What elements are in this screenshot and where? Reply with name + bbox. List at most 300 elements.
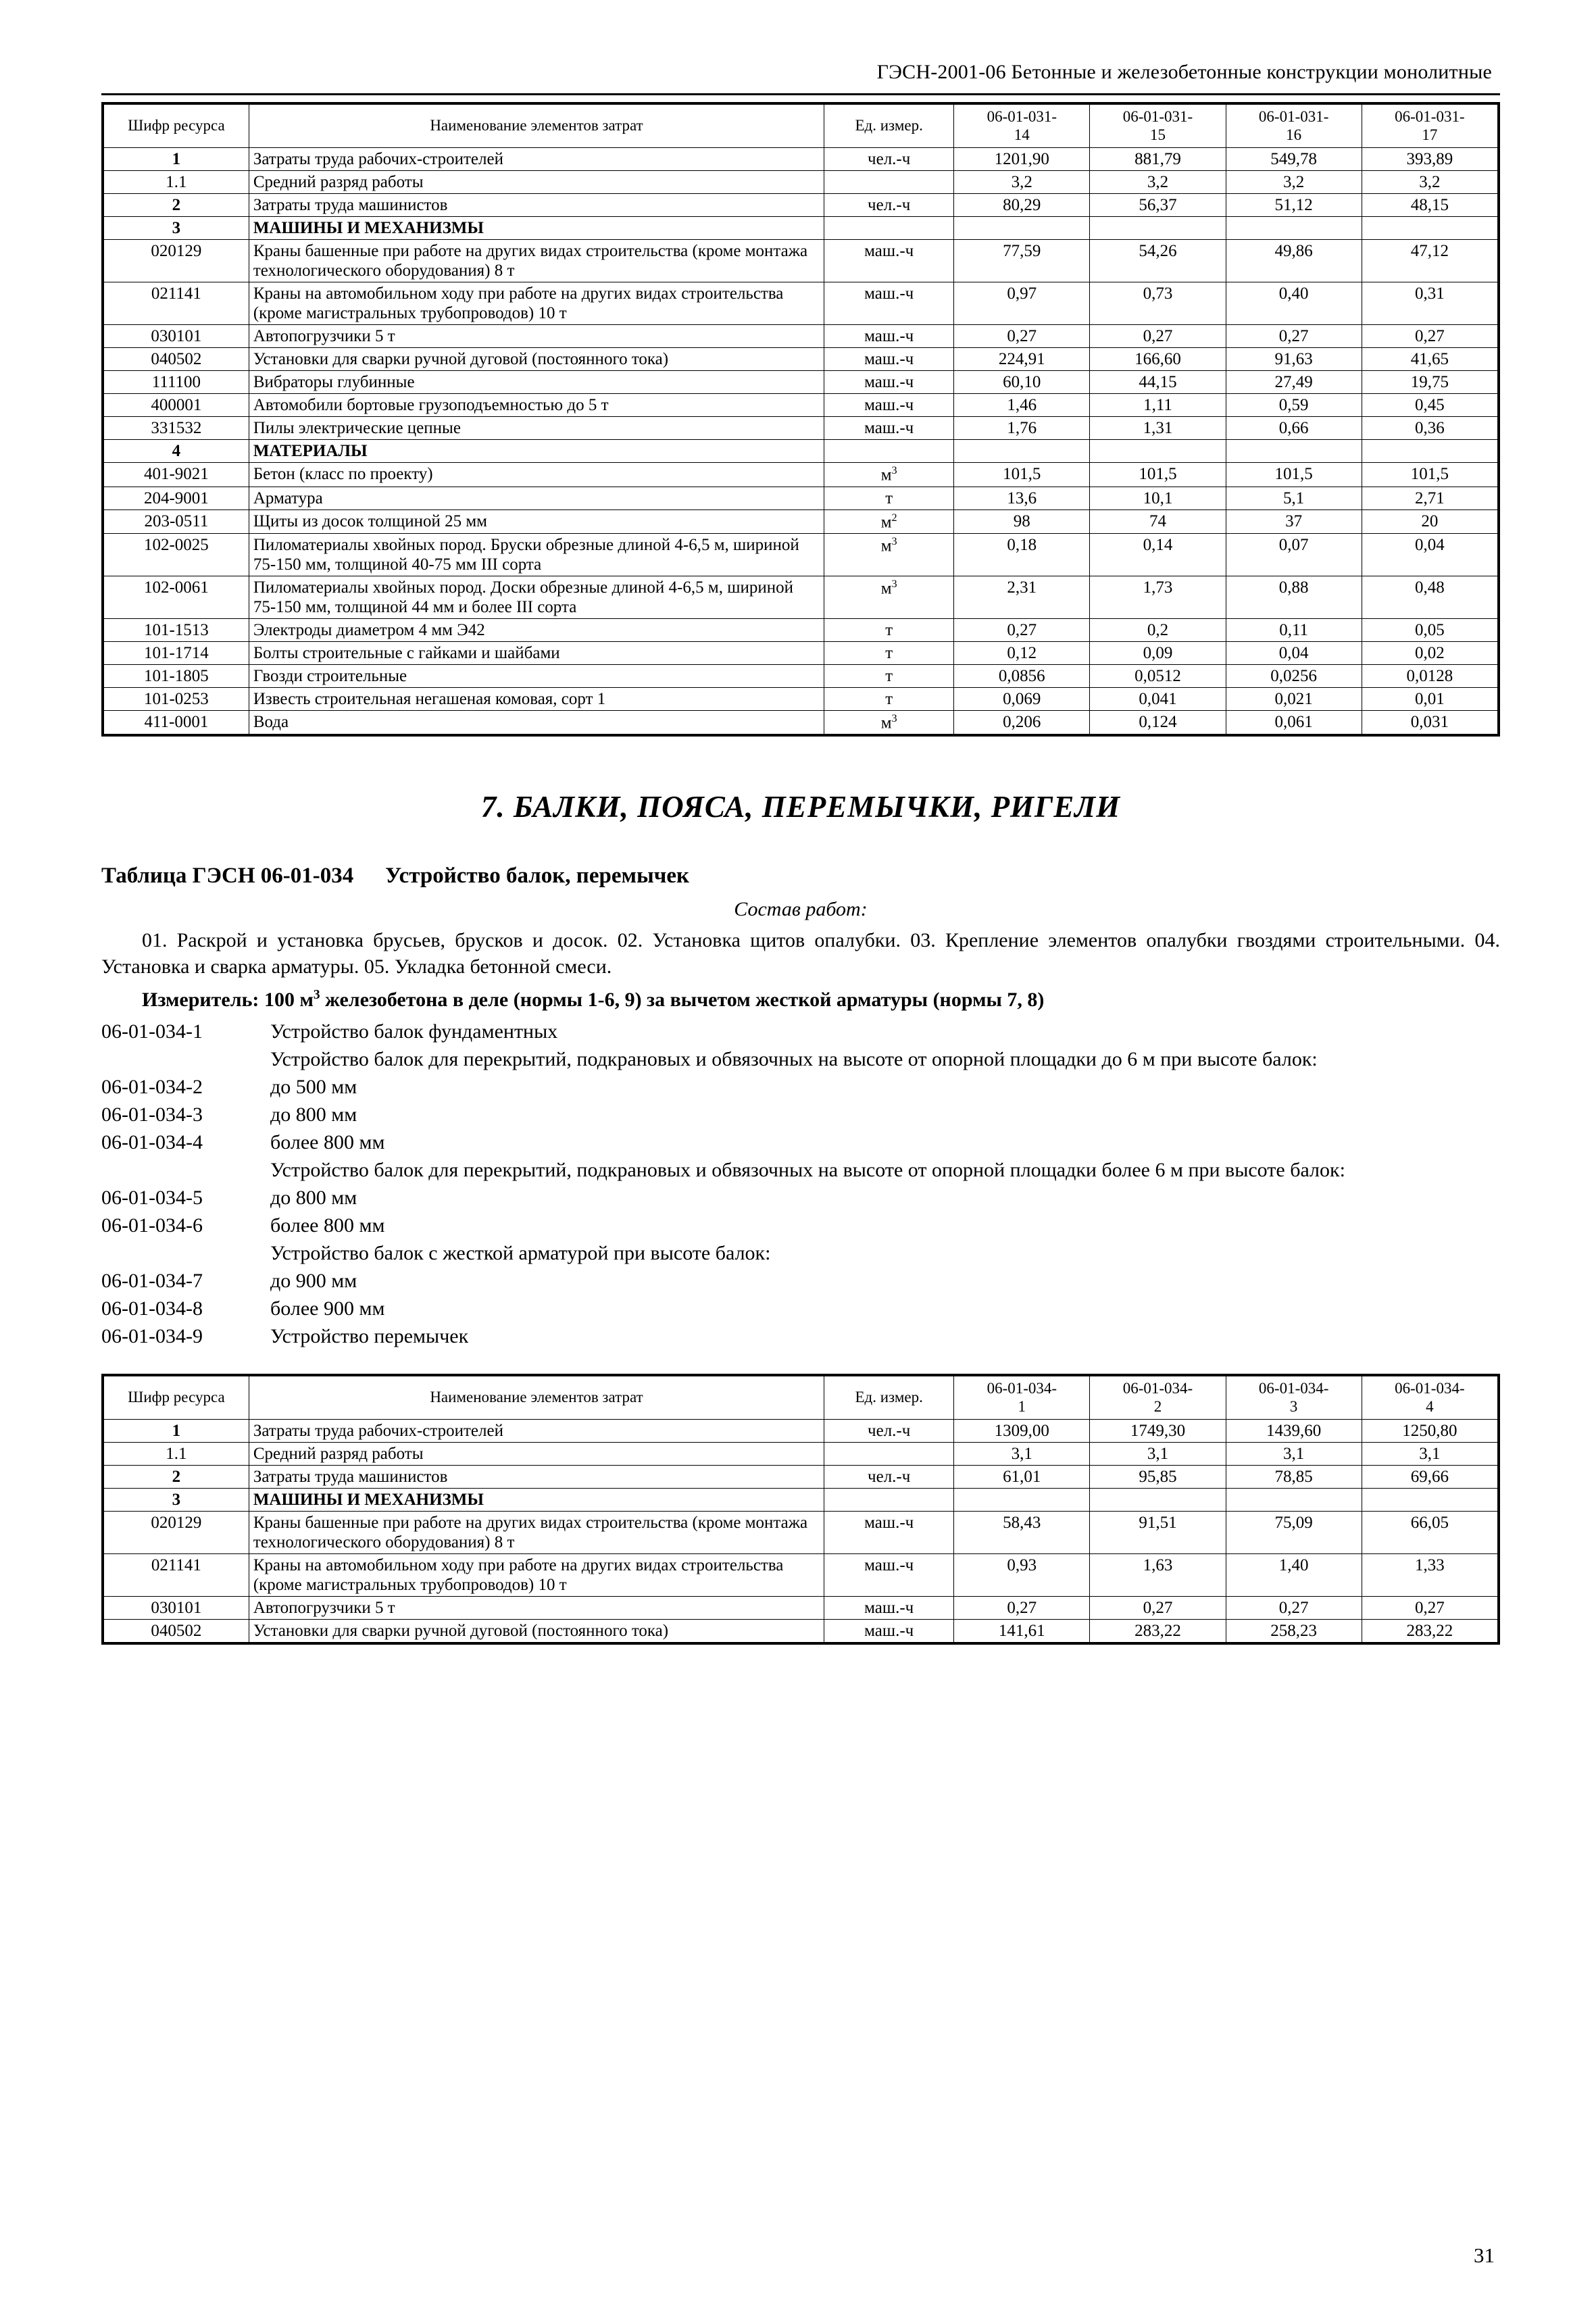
cell-unit: маш.-ч [824, 394, 954, 417]
cell-value-3: 5,1 [1226, 487, 1362, 509]
cell-value-2: 0,09 [1090, 642, 1226, 665]
cell-value-1: 0,069 [954, 688, 1090, 711]
cell-value-3: 51,12 [1226, 194, 1362, 217]
table-row [104, 1420, 1498, 1443]
norm-code: 06-01-034-5 [101, 1187, 203, 1210]
cell-value-2 [1090, 440, 1226, 463]
cell-name: Известь строительная негашеная комовая, сорт 1 [249, 688, 824, 711]
cell-value-2: 74 [1090, 509, 1226, 533]
cell-name: Установки для сварки ручной дуговой (постоянного тока) [249, 348, 824, 371]
norm-code [101, 1240, 270, 1266]
table-header-row [104, 105, 1498, 148]
cell-value-2: 10,1 [1090, 487, 1226, 509]
cell-unit: чел.-ч [824, 194, 954, 217]
cell-value-4: 283,22 [1362, 1620, 1497, 1643]
resource-table-1-wrap [101, 102, 1500, 737]
cell-unit: маш.-ч [824, 348, 954, 371]
cell-value-1: 101,5 [954, 463, 1090, 487]
cell-value-1: 98 [954, 509, 1090, 533]
cell-value-1 [954, 1489, 1090, 1512]
cell-code: 2 [104, 194, 249, 217]
table-row [104, 576, 1498, 619]
cell-name: МАШИНЫ И МЕХАНИЗМЫ [249, 1489, 824, 1512]
cell-name: Автопогрузчики 5 т [249, 325, 824, 348]
sostav-label: Состав работ: [734, 898, 868, 921]
norm-code: 06-01-034-4 [101, 1131, 203, 1154]
resource-table-2 [103, 1376, 1498, 1643]
th-name: Наименование элементов затрат [249, 1376, 824, 1420]
cell-value-3: 0,0256 [1226, 665, 1362, 688]
cell-unit: $м^3$ [824, 463, 954, 487]
cell-value-2: 3,2 [1090, 171, 1226, 194]
cell-code: 3 [104, 1489, 249, 1512]
table-row [104, 619, 1498, 642]
th-code: Шифр ресурса [104, 105, 249, 148]
cell-value-3: 0,59 [1226, 394, 1362, 417]
table-row [104, 642, 1498, 665]
cell-value-2 [1090, 1489, 1226, 1512]
cell-unit: т [824, 688, 954, 711]
th-col-2: 06-01-031- 15 [1090, 105, 1226, 148]
cell-value-1: 60,10 [954, 371, 1090, 394]
norm-desc: до 800 мм [270, 1187, 357, 1210]
cell-value-1: 0,97 [954, 282, 1090, 325]
table-row [104, 1597, 1498, 1620]
cell-unit: $м^3$ [824, 534, 954, 576]
cell-unit [824, 440, 954, 463]
cell-value-1: 0,93 [954, 1554, 1090, 1597]
table-row [104, 371, 1498, 394]
cell-code: 021141 [104, 1554, 249, 1597]
cell-unit [824, 171, 954, 194]
table-row [104, 665, 1498, 688]
cell-code: 3 [104, 217, 249, 240]
norm-desc: Устройство балок фундаментных [270, 1020, 558, 1043]
cell-value-2: 0,2 [1090, 619, 1226, 642]
cell-value-4: 0,48 [1362, 576, 1497, 619]
th-col-3: 06-01-034- 3 [1226, 1376, 1362, 1420]
header-rule [101, 93, 1500, 95]
cell-value-1: 0,27 [954, 325, 1090, 348]
cell-unit [824, 1443, 954, 1466]
cell-value-2: 1,31 [1090, 417, 1226, 440]
norm-code: 06-01-034-8 [101, 1297, 203, 1320]
cell-value-1: 1201,90 [954, 148, 1090, 171]
table-row [104, 217, 1498, 240]
th-col-1: 06-01-031- 14 [954, 105, 1090, 148]
page-number: 31 [1474, 2243, 1495, 2267]
cell-unit: маш.-ч [824, 1512, 954, 1554]
cell-value-4: 0,45 [1362, 394, 1497, 417]
cell-value-2: 0,124 [1090, 711, 1226, 735]
cell-value-2: 881,79 [1090, 148, 1226, 171]
cell-value-4: 3,2 [1362, 171, 1497, 194]
cell-value-3: 49,86 [1226, 240, 1362, 282]
cell-value-1: 2,31 [954, 576, 1090, 619]
cell-value-2: 56,37 [1090, 194, 1226, 217]
cell-value-4: 0,05 [1362, 619, 1497, 642]
cell-code: 101-1513 [104, 619, 249, 642]
cell-code: 101-1805 [104, 665, 249, 688]
cell-value-4: 0,02 [1362, 642, 1497, 665]
cell-name: Щиты из досок толщиной 25 мм [249, 509, 824, 533]
cell-value-3: 0,27 [1226, 1597, 1362, 1620]
sostav-text: 01. Раскрой и установка брусьев, брусков и досок. 02. Установка щитов опалубки. 03. Крепление элементов опалубки гвоздями строительными. 04. Установка и сварка арматуры. 05. Укладка бетонной смеси. [101, 929, 1500, 978]
cell-value-1: 3,1 [954, 1443, 1090, 1466]
cell-name: Вода [249, 711, 824, 735]
cell-unit: маш.-ч [824, 1597, 954, 1620]
cell-value-2: 166,60 [1090, 348, 1226, 371]
cell-value-3: 0,04 [1226, 642, 1362, 665]
cell-unit: маш.-ч [824, 1620, 954, 1643]
cell-code: 021141 [104, 282, 249, 325]
cell-name: Болты строительные с гайками и шайбами [249, 642, 824, 665]
cell-unit: чел.-ч [824, 148, 954, 171]
cell-unit: т [824, 642, 954, 665]
norm-desc: Устройство балок для перекрытий, подкрановых и обвязочных на высоте от опорной площадки до 6 м при высоте балок: [270, 1048, 1318, 1071]
norm-line [101, 1129, 1500, 1155]
izmeritel [101, 988, 1500, 1012]
cell-name: Затраты труда рабочих-строителей [249, 1420, 824, 1443]
cell-value-1: 1309,00 [954, 1420, 1090, 1443]
cell-value-4: 0,31 [1362, 282, 1497, 325]
cell-value-3: 0,27 [1226, 325, 1362, 348]
table-row [104, 711, 1498, 735]
cell-value-3: 0,88 [1226, 576, 1362, 619]
norm-list [101, 1018, 1500, 1349]
cell-name: Установки для сварки ручной дуговой (постоянного тока) [249, 1620, 824, 1643]
cell-value-4 [1362, 1489, 1497, 1512]
cell-value-1: 0,12 [954, 642, 1090, 665]
cell-value-4: 0,27 [1362, 1597, 1497, 1620]
table-header-row [104, 1376, 1498, 1420]
cell-value-4: 1,33 [1362, 1554, 1497, 1597]
cell-name: Средний разряд работы [249, 1443, 824, 1466]
cell-code: 1.1 [104, 1443, 249, 1466]
cell-value-3: 27,49 [1226, 371, 1362, 394]
cell-value-2: 0,0512 [1090, 665, 1226, 688]
cell-value-2: 3,1 [1090, 1443, 1226, 1466]
cell-value-2: 0,27 [1090, 1597, 1226, 1620]
cell-code: 1 [104, 1420, 249, 1443]
cell-value-2: 54,26 [1090, 240, 1226, 282]
cell-value-2: 1749,30 [1090, 1420, 1226, 1443]
cell-value-3: 1,40 [1226, 1554, 1362, 1597]
cell-name: Арматура [249, 487, 824, 509]
cell-value-1: 1,46 [954, 394, 1090, 417]
cell-value-3: 75,09 [1226, 1512, 1362, 1554]
cell-value-4: 0,0128 [1362, 665, 1497, 688]
cell-value-4: 66,05 [1362, 1512, 1497, 1554]
cell-unit: маш.-ч [824, 240, 954, 282]
cell-name: Пиломатериалы хвойных пород. Доски обрезные длиной 4-6,5 м, шириной 75-150 мм, толщиной 44 мм и более III сорта [249, 576, 824, 619]
cell-value-4: 0,27 [1362, 325, 1497, 348]
cell-name: Средний разряд работы [249, 171, 824, 194]
norm-code: 06-01-034-6 [101, 1214, 203, 1237]
cell-value-3: 0,021 [1226, 688, 1362, 711]
norm-line [101, 1323, 1500, 1349]
cell-value-4: 69,66 [1362, 1466, 1497, 1489]
cell-value-3: 0,07 [1226, 534, 1362, 576]
norm-line [101, 1157, 1500, 1183]
table-row [104, 282, 1498, 325]
cell-value-4: 19,75 [1362, 371, 1497, 394]
table-row [104, 171, 1498, 194]
cell-name: Краны на автомобильном ходу при работе на других видах строительства (кроме магистральных трубопроводов) 10 т [249, 282, 824, 325]
cell-unit: т [824, 619, 954, 642]
table-row [104, 688, 1498, 711]
norm-line [101, 1212, 1500, 1239]
table-row [104, 509, 1498, 533]
cell-code: 111100 [104, 371, 249, 394]
cell-name: Затраты труда машинистов [249, 194, 824, 217]
table-row [104, 1554, 1498, 1597]
cell-value-3: 91,63 [1226, 348, 1362, 371]
cell-value-4: 20 [1362, 509, 1497, 533]
cell-name: Гвозди строительные [249, 665, 824, 688]
cell-value-2: 91,51 [1090, 1512, 1226, 1554]
cell-value-1: 77,59 [954, 240, 1090, 282]
th-name: Наименование элементов затрат [249, 105, 824, 148]
cell-value-3: 0,66 [1226, 417, 1362, 440]
cell-value-1 [954, 440, 1090, 463]
cell-unit [824, 217, 954, 240]
norm-desc: более 800 мм [270, 1131, 385, 1154]
cell-value-3 [1226, 1489, 1362, 1512]
cell-unit: маш.-ч [824, 1554, 954, 1597]
table-row [104, 487, 1498, 509]
cell-unit: $м^3$ [824, 576, 954, 619]
cell-value-1: 141,61 [954, 1620, 1090, 1643]
cell-unit: $м^3$ [824, 711, 954, 735]
cell-name: Затраты труда машинистов [249, 1466, 824, 1489]
cell-unit: т [824, 665, 954, 688]
table-row [104, 1443, 1498, 1466]
cell-value-1: 0,206 [954, 711, 1090, 735]
th-unit: Ед. измер. [824, 105, 954, 148]
cell-value-1: 224,91 [954, 348, 1090, 371]
norm-code: 06-01-034-2 [101, 1076, 203, 1099]
norm-line [101, 1268, 1500, 1294]
cell-value-3: 101,5 [1226, 463, 1362, 487]
norm-desc: до 900 мм [270, 1270, 357, 1293]
cell-value-3: 1439,60 [1226, 1420, 1362, 1443]
cell-value-1 [954, 217, 1090, 240]
cell-name: Электроды диаметром 4 мм Э42 [249, 619, 824, 642]
cell-name: Краны на автомобильном ходу при работе на других видах строительства (кроме магистральных трубопроводов) 10 т [249, 1554, 824, 1597]
norm-code: 06-01-034-1 [101, 1020, 203, 1043]
norm-line [101, 1074, 1500, 1100]
table-1-head [104, 105, 1498, 148]
cell-value-4 [1362, 440, 1497, 463]
th-col-3: 06-01-031- 16 [1226, 105, 1362, 148]
cell-value-4: 3,1 [1362, 1443, 1497, 1466]
norm-desc: Устройство балок с жесткой арматурой при высоте балок: [270, 1242, 771, 1265]
cell-value-2 [1090, 217, 1226, 240]
cell-name: Краны башенные при работе на других видах строительства (кроме монтажа технологического оборудования) 8 т [249, 240, 824, 282]
cell-value-4: 0,01 [1362, 688, 1497, 711]
cell-name: Пиломатериалы хвойных пород. Бруски обрезные длиной 4-6,5 м, шириной 75-150 мм, толщиной 40-75 мм III сорта [249, 534, 824, 576]
table-row [104, 534, 1498, 576]
cell-value-3: 3,2 [1226, 171, 1362, 194]
table-row [104, 325, 1498, 348]
cell-value-1: 13,6 [954, 487, 1090, 509]
cell-value-4: 48,15 [1362, 194, 1497, 217]
cell-unit: маш.-ч [824, 325, 954, 348]
th-col-4: 06-01-034- 4 [1362, 1376, 1497, 1420]
cell-name: МАШИНЫ И МЕХАНИЗМЫ [249, 217, 824, 240]
cell-code: 020129 [104, 1512, 249, 1554]
table-row [104, 417, 1498, 440]
cell-value-1: 0,27 [954, 619, 1090, 642]
cell-unit: маш.-ч [824, 371, 954, 394]
cell-value-2: 0,14 [1090, 534, 1226, 576]
cell-name: Бетон (класс по проекту) [249, 463, 824, 487]
cell-unit: т [824, 487, 954, 509]
norm-desc: Устройство перемычек [270, 1325, 469, 1348]
cell-value-2: 0,73 [1090, 282, 1226, 325]
cell-code: 203-0511 [104, 509, 249, 533]
cell-value-4: 0,04 [1362, 534, 1497, 576]
cell-name: МАТЕРИАЛЫ [249, 440, 824, 463]
cell-value-2: 1,73 [1090, 576, 1226, 619]
table-row [104, 1620, 1498, 1643]
cell-value-3 [1226, 440, 1362, 463]
cell-value-3: 258,23 [1226, 1620, 1362, 1643]
th-col-4: 06-01-031- 17 [1362, 105, 1497, 148]
cell-code: 400001 [104, 394, 249, 417]
norm-line [101, 1240, 1500, 1266]
cell-value-3: 549,78 [1226, 148, 1362, 171]
cell-unit: чел.-ч [824, 1466, 954, 1489]
table-row [104, 1466, 1498, 1489]
cell-value-3: 78,85 [1226, 1466, 1362, 1489]
norm-line [101, 1185, 1500, 1211]
cell-code: 030101 [104, 1597, 249, 1620]
cell-code: 020129 [104, 240, 249, 282]
table-title-label: Таблица ГЭСН 06-01-034 [101, 864, 354, 889]
cell-value-3: 0,061 [1226, 711, 1362, 735]
cell-unit: $м^2$ [824, 509, 954, 533]
cell-unit: маш.-ч [824, 282, 954, 325]
cell-value-4: 0,36 [1362, 417, 1497, 440]
norm-code [101, 1046, 270, 1072]
cell-code: 101-0253 [104, 688, 249, 711]
cell-name: Краны башенные при работе на других видах строительства (кроме монтажа технологического оборудования) 8 т [249, 1512, 824, 1554]
table-row [104, 148, 1498, 171]
resource-table-1 [103, 104, 1498, 735]
cell-value-4: 1250,80 [1362, 1420, 1497, 1443]
cell-name: Автопогрузчики 5 т [249, 1597, 824, 1620]
norm-code: 06-01-034-9 [101, 1325, 203, 1348]
cell-name: Затраты труда рабочих-строителей [249, 148, 824, 171]
table-row [104, 394, 1498, 417]
table-row [104, 463, 1498, 487]
table-1-body [104, 148, 1498, 735]
th-col-1: 06-01-034- 1 [954, 1376, 1090, 1420]
cell-value-4: 41,65 [1362, 348, 1497, 371]
cell-value-1: 1,76 [954, 417, 1090, 440]
cell-value-1: 0,27 [954, 1597, 1090, 1620]
table-row [104, 194, 1498, 217]
norm-code: 06-01-034-3 [101, 1103, 203, 1126]
cell-value-4: 101,5 [1362, 463, 1497, 487]
cell-unit [824, 1489, 954, 1512]
table-row [104, 1512, 1498, 1554]
cell-value-2: 1,63 [1090, 1554, 1226, 1597]
norm-desc: более 800 мм [270, 1214, 385, 1237]
cell-value-2: 44,15 [1090, 371, 1226, 394]
cell-name: Вибраторы глубинные [249, 371, 824, 394]
izmeritel-value: 100 $м^3$ железобетона в деле (нормы 1-6, 9) за вычетом жесткой арматуры (нормы 7, 8) [264, 988, 1045, 1012]
cell-code: 040502 [104, 348, 249, 371]
cell-value-3: 37 [1226, 509, 1362, 533]
th-col-2: 06-01-034- 2 [1090, 1376, 1226, 1420]
norm-code [101, 1157, 270, 1183]
cell-value-3: 0,40 [1226, 282, 1362, 325]
cell-code: 331532 [104, 417, 249, 440]
cell-value-3: 0,11 [1226, 619, 1362, 642]
norm-desc: до 800 мм [270, 1103, 357, 1126]
cell-code: 030101 [104, 325, 249, 348]
cell-code: 1 [104, 148, 249, 171]
cell-code: 411-0001 [104, 711, 249, 735]
cell-value-4: 393,89 [1362, 148, 1497, 171]
cell-name: Пилы электрические цепные [249, 417, 824, 440]
cell-value-1: 58,43 [954, 1512, 1090, 1554]
cell-code: 040502 [104, 1620, 249, 1643]
cell-code: 2 [104, 1466, 249, 1489]
resource-table-2-wrap [101, 1374, 1500, 1645]
cell-value-4 [1362, 217, 1497, 240]
table-2-body [104, 1420, 1498, 1643]
table-title-name: Устройство балок, перемычек [385, 864, 689, 889]
cell-code: 1.1 [104, 171, 249, 194]
cell-value-2: 95,85 [1090, 1466, 1226, 1489]
section-title: 7. БАЛКИ, ПОЯСА, ПЕРЕМЫЧКИ, РИГЕЛИ [480, 790, 1121, 824]
th-unit: Ед. измер. [824, 1376, 954, 1420]
cell-code: 204-9001 [104, 487, 249, 509]
table-title [101, 864, 1500, 889]
cell-value-1: 3,2 [954, 171, 1090, 194]
cell-value-4: 0,031 [1362, 711, 1497, 735]
cell-code: 401-9021 [104, 463, 249, 487]
cell-value-3 [1226, 217, 1362, 240]
cell-value-2: 1,11 [1090, 394, 1226, 417]
cell-value-2: 0,041 [1090, 688, 1226, 711]
table-row [104, 440, 1498, 463]
cell-value-3: 3,1 [1226, 1443, 1362, 1466]
norm-line [101, 1101, 1500, 1128]
norm-line [101, 1295, 1500, 1322]
izmeritel-label: Измеритель: [142, 989, 259, 1012]
cell-name: Автомобили бортовые грузоподъемностью до 5 т [249, 394, 824, 417]
cell-value-2: 101,5 [1090, 463, 1226, 487]
norm-desc: более 900 мм [270, 1297, 385, 1320]
cell-code: 102-0025 [104, 534, 249, 576]
cell-value-4: 47,12 [1362, 240, 1497, 282]
cell-value-2: 283,22 [1090, 1620, 1226, 1643]
table-row [104, 240, 1498, 282]
cell-value-1: 0,0856 [954, 665, 1090, 688]
cell-value-4: 2,71 [1362, 487, 1497, 509]
th-code: Шифр ресурса [104, 1376, 249, 1420]
cell-unit: маш.-ч [824, 417, 954, 440]
cell-code: 101-1714 [104, 642, 249, 665]
cell-value-1: 80,29 [954, 194, 1090, 217]
table-row [104, 1489, 1498, 1512]
norm-line [101, 1018, 1500, 1045]
